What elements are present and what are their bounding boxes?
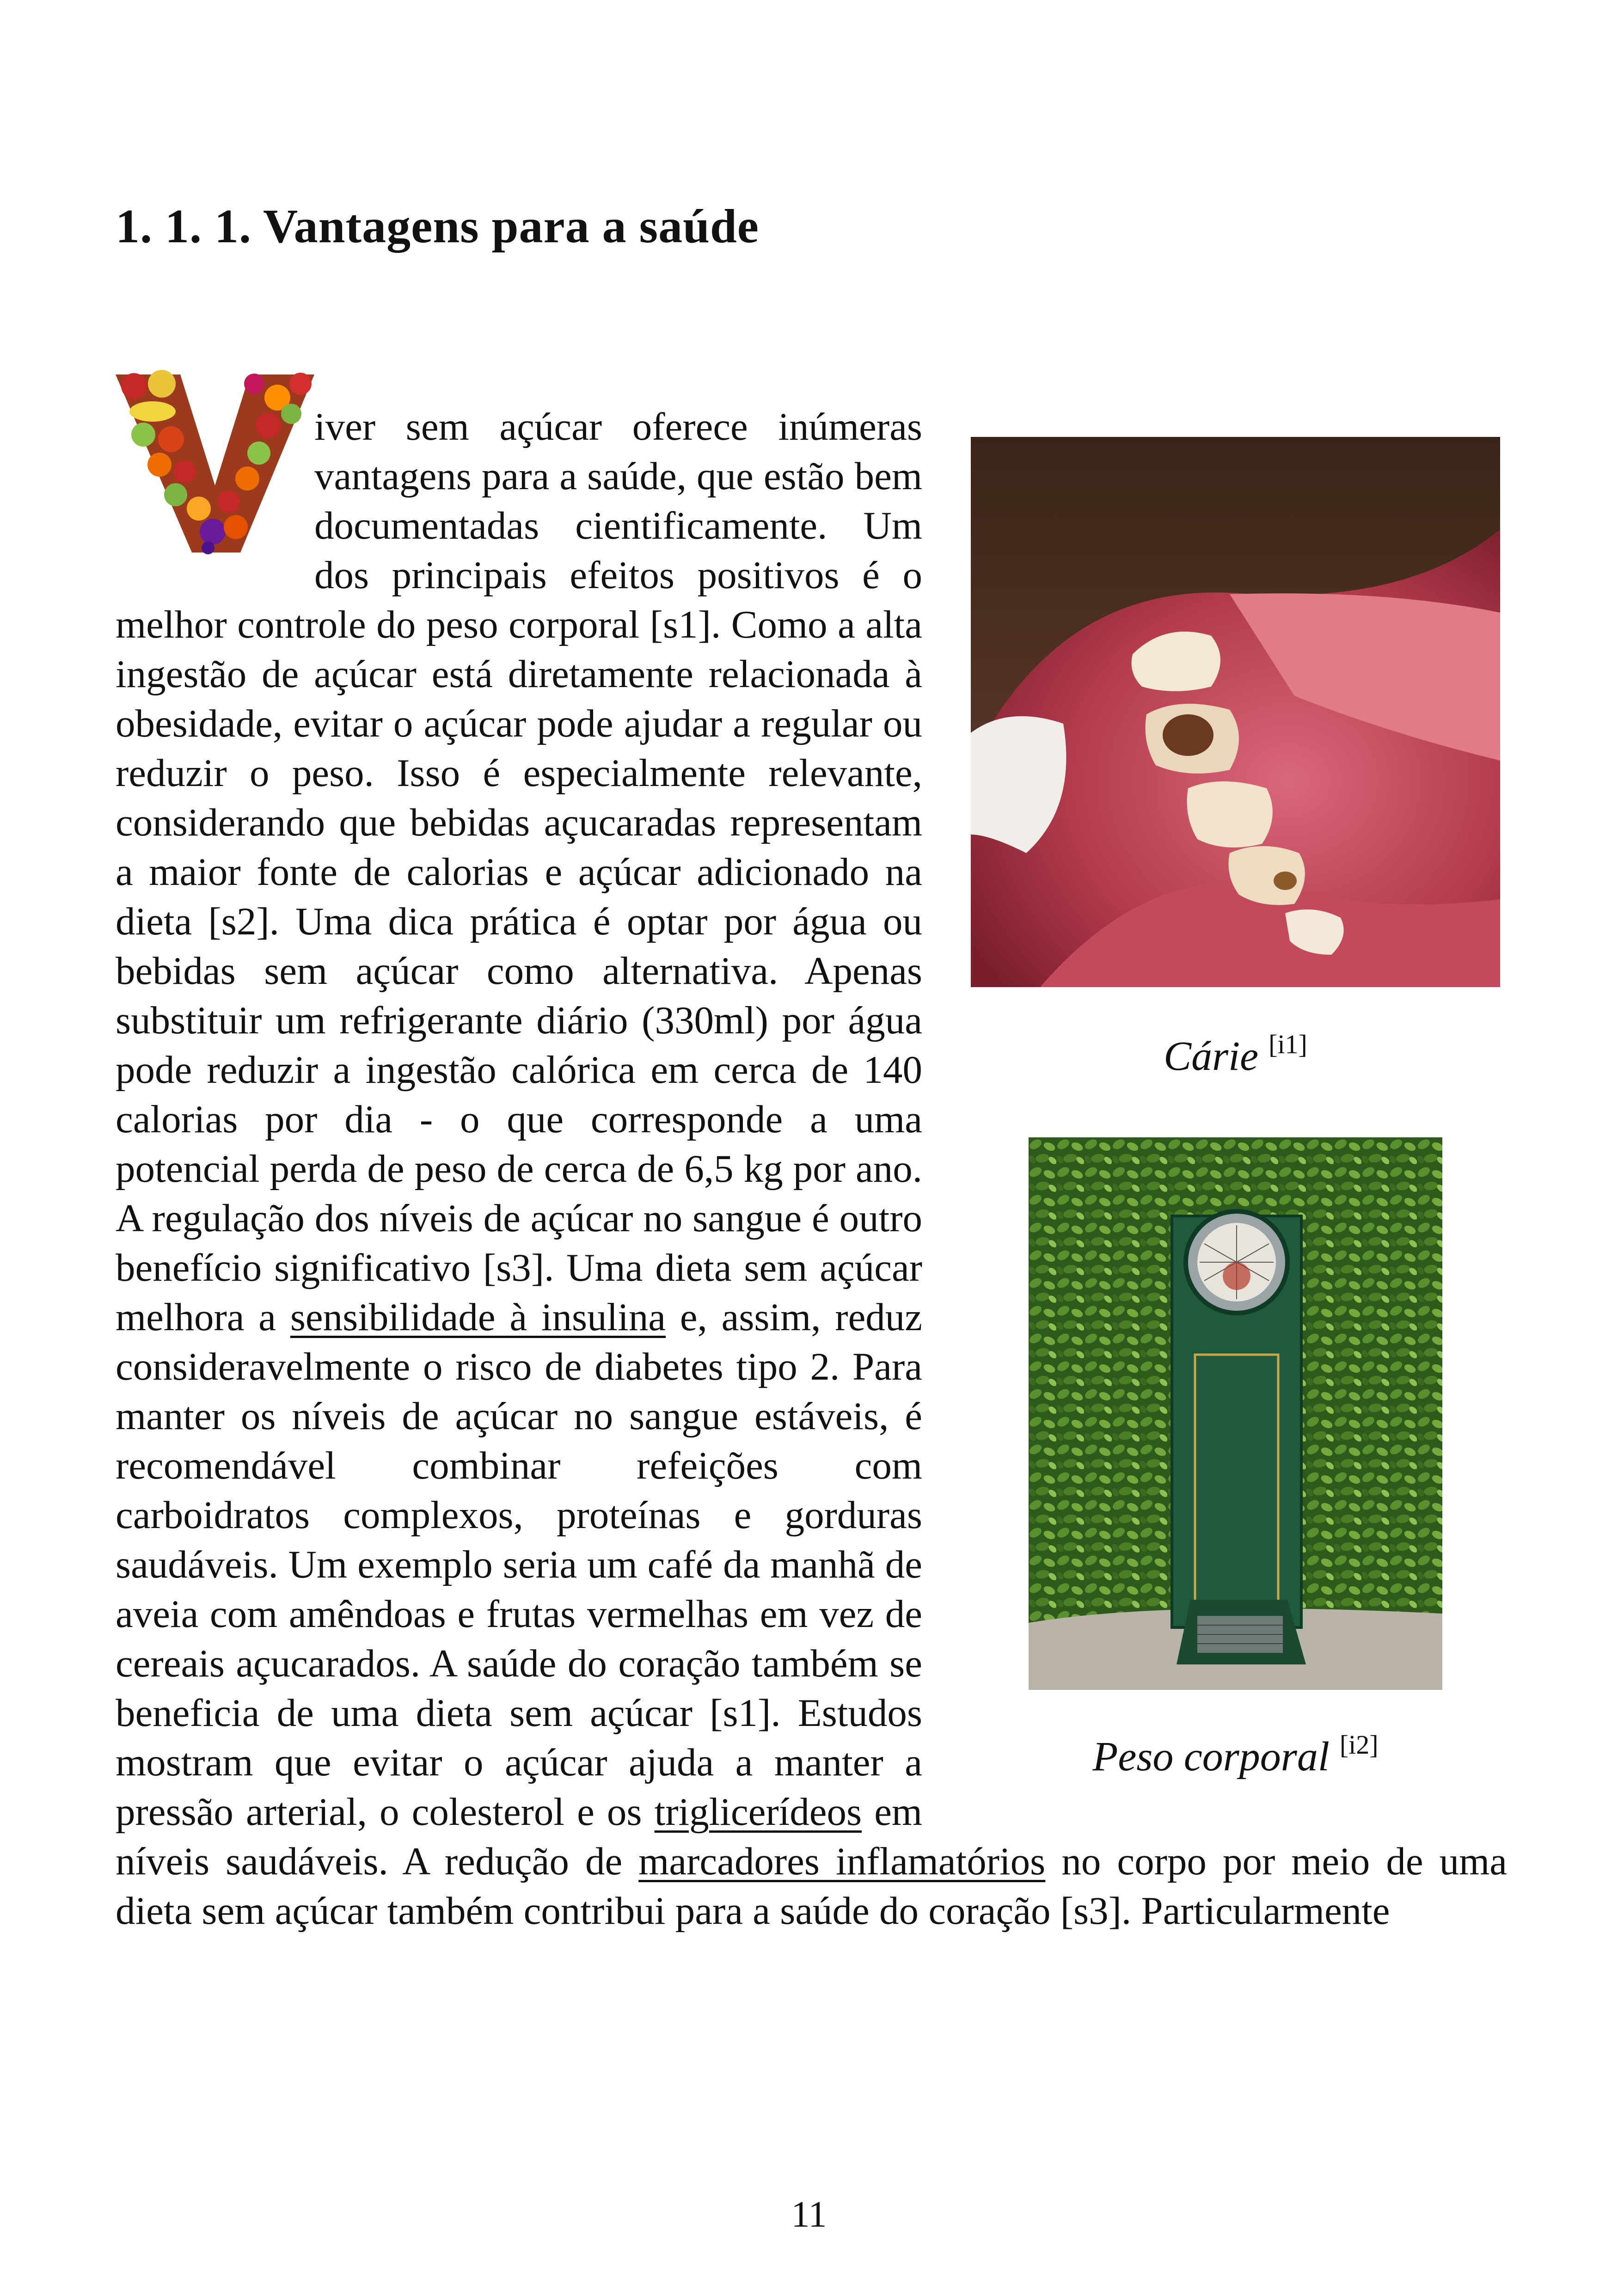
- section-heading: 1. 1. 1. Vantagens para a saúde: [116, 200, 759, 253]
- figure-1-caption: [971, 1029, 1500, 1080]
- inflammatory-markers-link[interactable]: marcadores inflamatórios: [638, 1840, 1046, 1883]
- paragraph-part-1: iver sem açúcar oferece inúmeras vantagens para a saúde, que estão bem documentadas cientificamente. Um dos principais efeitos positivos é o melhor controle do peso corporal [s1]. Como a alta ingestão de açúcar está diretamente relacionada à obesidade, evitar o açúcar pode ajudar a regular ou reduzir o peso. Isso é especialmente relevante, considerando que bebidas açucaradas representam a maior fonte de calorias e açúcar adicionado na dieta [s2]. Uma dica prática é optar por água ou bebidas sem açúcar como alternativa. Apenas substituir um refrigerante diário (330ml) por água pode reduzir a ingestão calórica em cerca de 140 calorias por dia - o que corresponde a uma potencial perda de peso de cerca de 6,5 kg por ano. A regulação dos níveis de açúcar no sangue é outro benefício significativo [s3]. Uma dieta sem açúcar melhora a: [116, 405, 922, 1339]
- page-number: 11: [791, 2194, 827, 2235]
- figure-1-reference: [i1]: [1269, 1029, 1307, 1059]
- tooth-decay-photo: [971, 437, 1500, 987]
- paragraph-part-2: e, assim, reduz consideravelmente o risco de diabetes tipo 2. Para manter os níveis de açúcar no sangue estáveis, é recomendável combinar refeições com carboidratos complexos, proteínas e gorduras saudáveis. Um exemplo seria um café da manhã de aveia com amêndoas e frutas vermelhas em vez de cereais açucarados. A saúde do coração também se beneficia de uma dieta sem açúcar [s1]. Estudos mostram que evitar o açúcar ajuda a manter a pressão arterial, o colesterol e os: [116, 1295, 923, 1834]
- figure-2-reference: [i2]: [1339, 1730, 1379, 1760]
- triglycerides-link[interactable]: triglicerídeos: [654, 1790, 862, 1834]
- paragraph-part-4: no corpo por meio de uma dieta sem açúcar também contribui para a saúde do coração [s3]. Particularmente: [116, 1840, 1507, 1933]
- weighing-scale-photo: [1029, 1137, 1442, 1690]
- figure-2-caption-text: Peso corporal: [1092, 1734, 1330, 1780]
- paragraph-part-3: em níveis saudáveis. A redução de: [116, 1790, 923, 1883]
- figure-1-caption-text: Cárie: [1164, 1033, 1259, 1079]
- insulin-sensitivity-link[interactable]: sensibilidade à insulina: [290, 1295, 666, 1339]
- fruit-letter-v-icon: [116, 370, 314, 557]
- figure-2-caption: [1029, 1729, 1442, 1780]
